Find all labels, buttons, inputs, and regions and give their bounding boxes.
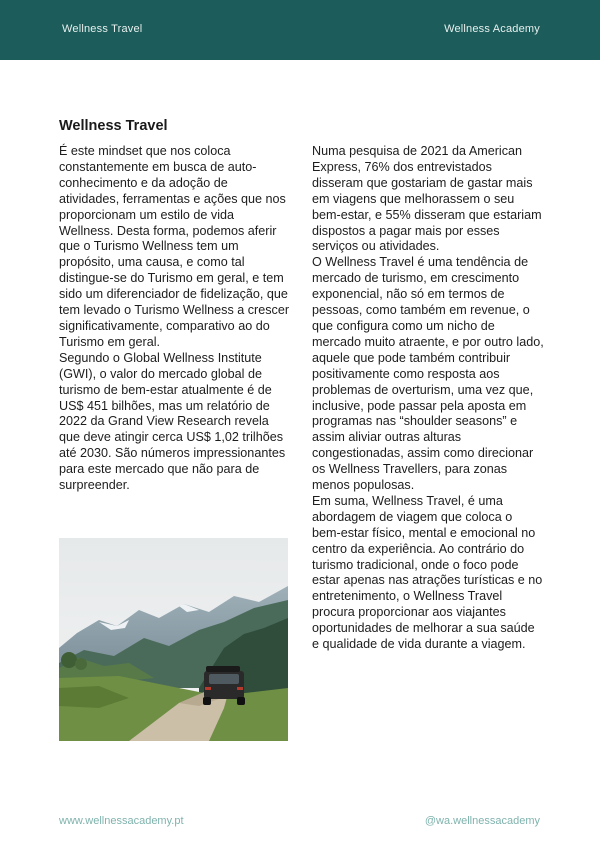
header-right-brand: Wellness Academy [444,23,540,35]
paragraph: Em suma, Wellness Travel, é uma abordagem de viagem que coloca o bem-estar físico, mental e emocional no centro da experiência. Ao contrário do turismo tradicional, onde o foco pode estar apenas nas atrações turísticas e no entretenimento, o Wellness Travel procura proporcionar aos viajantes oportunidades de melhorar a sua saúde e qualidade de vida durante a viagem. [312,493,543,652]
header-bar [0,0,600,60]
right-column [312,144,544,653]
header-left-title: Wellness Travel [62,23,143,35]
paragraph: O Wellness Travel é uma tendência de mercado de turismo, em crescimento exponencial, não só em termos de pessoas, como também em revenue, o que configura como um nicho de mercado muito atraente, e por outro lado, aquele que pode também contribuir positivamente como resposta aos problemas de overturism, uma vez que, inclusive, pode passar pela aposta em programas nas “shoulder seasons” e assim aliviar outras alturas congestionadas, assim como direcionar os Wellness Travellers, para zonas menos populosas. [312,255,544,493]
article-title: Wellness Travel [59,118,168,134]
footer-social-handle[interactable]: @wa.wellnessacademy [424,815,540,827]
paragraph: Numa pesquisa de 2021 da American Express, 76% dos entrevistados disseram que gostariam de gastar mais em viagens que melhorassem o seu bem-estar, e 55% disseram que estariam dispostos a pagar mais por esses serviços ou atividades. [312,144,542,254]
footer-website-link[interactable]: www.wellnessacademy.pt [59,815,184,827]
landscape-photo [59,538,288,741]
paragraph: Segundo o Global Wellness Institute (GWI), o valor do mercado global de turismo de bem-estar atualmente é de US$ 451 bilhões, mas um relatório de 2022 da Grand View Research revela que deve atingir cerca US$ 1,02 trilhões até 2030. São números impressionantes para este mercado que não para de surpreender. [59,350,286,493]
left-column [59,144,291,494]
mountain-road-car-illustration [59,538,288,741]
paragraph: É este mindset que nos coloca constantemente em busca de auto-conhecimento e da adoção de atividades, ferramentas e ações que nos proporcionam um estilo de vida Wellness. Desta forma, podemos aferir que o Turismo Wellness tem um propósito, uma causa, e como tal distingue-se do Turismo em geral, e tem sido um diferenciador de fidelização, que tem levado o Turismo Wellness a crescer significativamente, comparativo ao do Turismo em geral. [59,144,290,349]
